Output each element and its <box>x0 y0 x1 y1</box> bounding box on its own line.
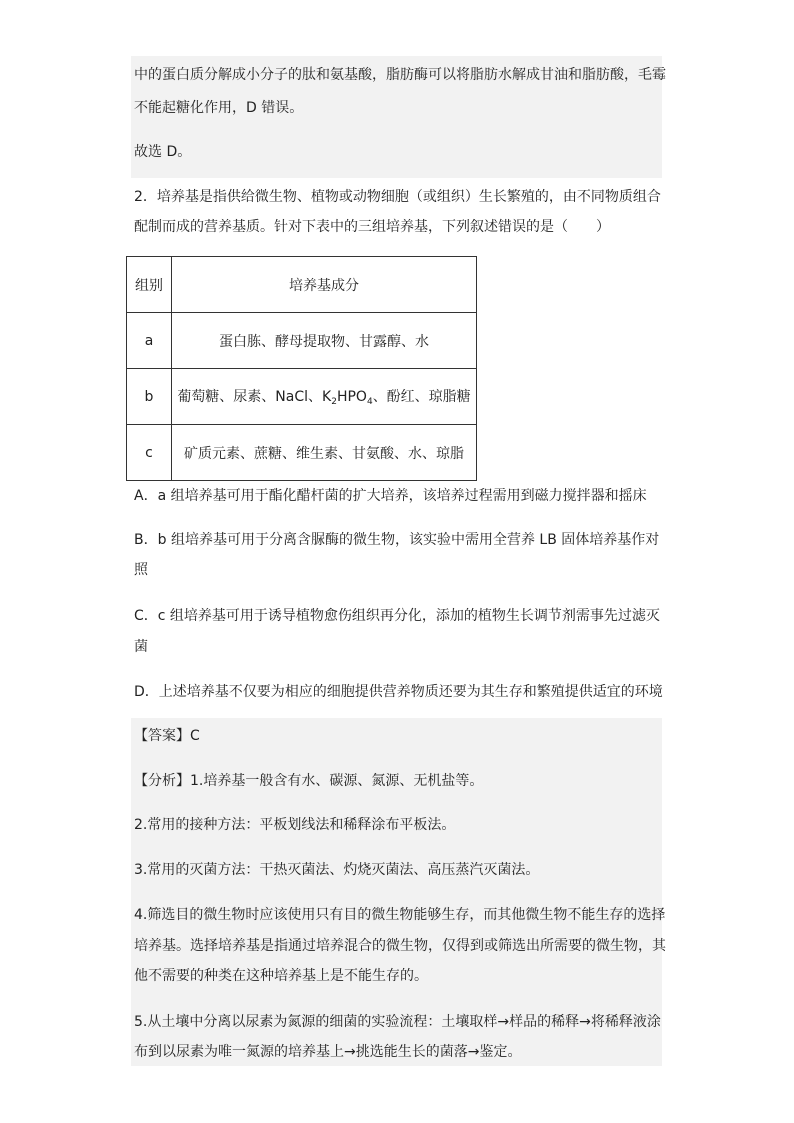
analysis-point-3: 3.常用的灭菌方法：干热灭菌法、灼烧灭菌法、高压蒸汽灭菌法。 <box>134 862 540 878</box>
option-d: D．上述培养基不仅要为相应的细胞提供营养物质还要为其生存和繁殖提供适宜的环境 <box>134 684 663 700</box>
analysis-point-4-line-2: 培养基。选择培养基是指通过培养混合的微生物，仅得到或筛选出所需要的微生物，其 <box>134 938 666 954</box>
analysis-point-4-line-3: 他不需要的种类在这种培养基上是不能生存的。 <box>134 968 428 984</box>
option-a: A．a 组培养基可用于酯化醋杆菌的扩大培养，该培养过程需用到磁力搅拌器和摇床 <box>134 488 647 504</box>
option-c-line-2: 菌 <box>134 639 148 655</box>
table-row <box>127 425 477 481</box>
answer-line <box>134 727 200 745</box>
analysis-label: 【分析】 <box>134 773 190 789</box>
option-b-line-1: B．b 组培养基可用于分离含脲酶的微生物，该实验中需用全营养 LB 固体培养基作对 <box>134 532 660 548</box>
question-line-1: 2．培养基是指供给微生物、植物或动物细胞（或组织）生长繁殖的，由不同物质组合 <box>134 189 661 205</box>
table-row <box>127 313 477 369</box>
subscript: 4 <box>366 397 373 407</box>
analysis-line-1 <box>134 772 483 790</box>
analysis-point-5-line-1: 5.从土壤中分离以尿素为氮源的细菌的实验流程：土壤取样→样品的稀释→将稀释液涂 <box>134 1014 661 1030</box>
header-components: 培养基成分 <box>172 257 477 313</box>
group-cell: c <box>127 425 172 481</box>
media-table <box>126 256 477 481</box>
analysis-point-2: 2.常用的接种方法：平板划线法和稀释涂布平板法。 <box>134 817 456 833</box>
analysis-point-5-line-2: 布到以尿素为唯一氮源的培养基上→挑选能生长的菌落→鉴定。 <box>134 1044 522 1060</box>
table-row <box>127 369 477 425</box>
previous-answer: 故选 D。 <box>134 144 192 160</box>
subscript: 2 <box>331 397 337 407</box>
group-cell: b <box>127 369 172 425</box>
answer-label: 【答案】 <box>134 728 190 744</box>
components-cell <box>172 369 477 425</box>
option-b-line-2: 照 <box>134 562 148 578</box>
question-line-2: 配制而成的营养基质。针对下表中的三组培养基，下列叙述错误的是（ ） <box>134 219 610 235</box>
previous-solution-line-1: 中的蛋白质分解成小分子的肽和氨基酸，脂肪酶可以将脂肪水解成甘油和脂肪酸，毛霉 <box>134 67 666 83</box>
table-header-row <box>127 257 477 313</box>
option-c-line-1: C．c 组培养基可用于诱导植物愈伤组织再分化，添加的植物生长调节剂需事先过滤灭 <box>134 608 660 624</box>
components-text-pre: 葡萄糖、尿素、NaCl、K <box>177 389 332 405</box>
previous-solution-line-2: 不能起糖化作用，D 错误。 <box>134 100 304 116</box>
components-cell: 矿质元素、蔗糖、维生素、甘氨酸、水、琼脂 <box>172 425 477 481</box>
header-group: 组别 <box>127 257 172 313</box>
components-cell: 蛋白胨、酵母提取物、甘露醇、水 <box>172 313 477 369</box>
components-text-mid: HPO <box>336 389 367 405</box>
analysis-point-4-line-1: 4.筛选目的微生物时应该使用只有目的微生物能够生存，而其他微生物不能生存的选择 <box>134 907 666 923</box>
answer-value: C <box>190 728 200 744</box>
components-text-post: 、酚红、琼脂糖 <box>372 389 471 405</box>
group-cell: a <box>127 313 172 369</box>
analysis-point-1: 1.培养基一般含有水、碳源、氮源、无机盐等。 <box>190 773 484 789</box>
